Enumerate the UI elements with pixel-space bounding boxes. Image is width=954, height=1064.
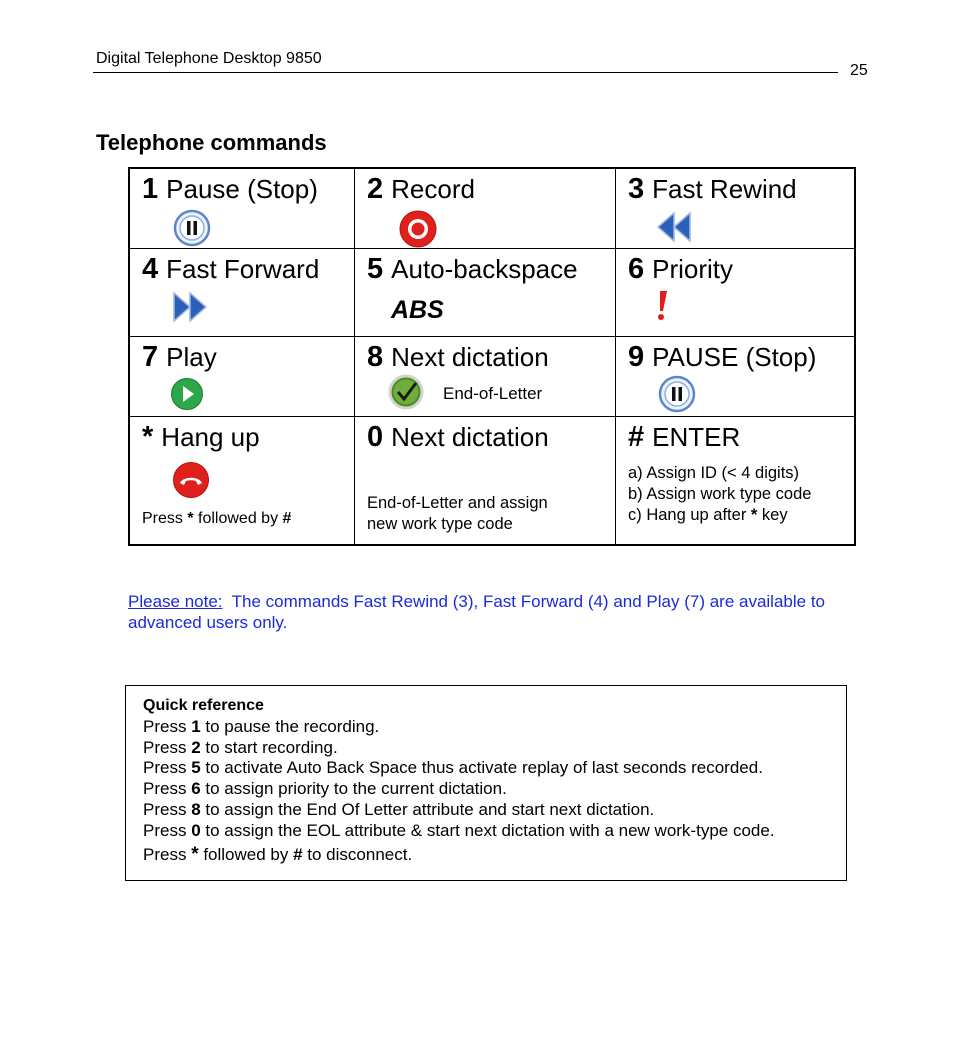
command-cell-0: [355, 417, 616, 546]
advanced-users-note: [128, 591, 888, 633]
pause-icon: [658, 375, 696, 413]
play-icon: [170, 377, 204, 411]
command-cell-2: [355, 168, 616, 249]
command-key: 9: [628, 341, 645, 373]
command-cell-1: [129, 168, 355, 249]
list-item: Press 8 to assign the End Of Letter attribute and start next dictation.: [143, 799, 655, 819]
command-key: *: [142, 421, 154, 453]
command-cell-8: [355, 337, 616, 417]
telephone-commands-table: [128, 167, 856, 546]
abs-icon-text: ABS: [391, 296, 444, 324]
list-item: Press 0 to assign the EOL attribute & start next dictation with a new work-type code.: [143, 820, 775, 840]
end-of-letter-caption: End-of-Letter: [443, 384, 543, 403]
command-key: 2: [367, 173, 384, 205]
pause-icon: [173, 209, 211, 247]
command-label: Next dictation: [391, 342, 549, 372]
hang-up-phone-icon: [172, 461, 210, 499]
command-cell-4: [129, 249, 355, 337]
hang-up-note: Press * followed by #: [142, 510, 292, 527]
command-key: #: [628, 421, 645, 453]
command-cell-hash: [616, 417, 856, 546]
table-row: [129, 337, 855, 417]
note-text: The commands Fast Rewind (3), Fast Forward (4) and Play (7) are available to advanced users only.: [128, 592, 830, 632]
command-key: 8: [367, 341, 384, 373]
command-key: 4: [142, 253, 159, 285]
quick-reference-title: Quick reference: [143, 697, 264, 714]
list-item: Press * followed by # to disconnect.: [143, 843, 413, 865]
command-cell-9: [616, 337, 856, 417]
list-item: Press 5 to activate Auto Back Space thus activate replay of last seconds recorded.: [143, 758, 763, 778]
command-cell-6: [616, 249, 856, 337]
list-item: Press 1 to pause the recording.: [143, 716, 380, 736]
end-of-letter-check-icon: [387, 373, 425, 411]
quick-reference-box: [125, 685, 847, 881]
header-rule: [93, 72, 838, 73]
enter-options-list: [628, 463, 811, 526]
list-item: b) Assign work type code: [628, 485, 812, 503]
command-key: 0: [367, 421, 384, 453]
command-label: Next dictation: [391, 422, 549, 452]
command-cell-3: [616, 168, 856, 249]
list-item: a) Assign ID (< 4 digits): [628, 464, 800, 482]
section-title: Telephone commands: [96, 130, 327, 155]
table-row: [129, 168, 855, 249]
page-number: 25: [850, 62, 868, 79]
rewind-icon: [654, 209, 696, 245]
record-icon: [398, 209, 438, 249]
table-row: [129, 249, 855, 337]
command-label: Priority: [652, 254, 734, 284]
command-label: Auto-backspace: [391, 254, 578, 284]
note-label: Please note:: [128, 592, 223, 611]
command-label: Pause (Stop): [166, 174, 318, 204]
table-row: [129, 417, 855, 546]
command-cell-5: [355, 249, 616, 337]
document-title: Digital Telephone Desktop 9850: [96, 50, 322, 67]
command-label: Record: [391, 174, 475, 204]
command-cell-star: [129, 417, 355, 546]
list-item: c) Hang up after * key: [628, 506, 788, 524]
command-label: Fast Rewind: [652, 174, 797, 204]
command-key: 6: [628, 253, 645, 285]
command-label: PAUSE (Stop): [652, 342, 817, 372]
command-label: ENTER: [652, 422, 741, 452]
next-dictation-note: End-of-Letter and assign new work type code: [367, 494, 548, 533]
command-label: Fast Forward: [166, 254, 320, 284]
command-label: Play: [166, 342, 217, 372]
command-key: 3: [628, 173, 645, 205]
priority-exclamation-icon: [654, 289, 670, 321]
command-key: 1: [142, 173, 159, 205]
list-item: Press 2 to start recording.: [143, 737, 338, 757]
fast-forward-icon: [170, 287, 210, 327]
command-key: 7: [142, 341, 159, 373]
command-cell-7: [129, 337, 355, 417]
command-label: Hang up: [161, 422, 260, 452]
command-key: 5: [367, 253, 384, 285]
list-item: Press 6 to assign priority to the current dictation.: [143, 779, 507, 799]
